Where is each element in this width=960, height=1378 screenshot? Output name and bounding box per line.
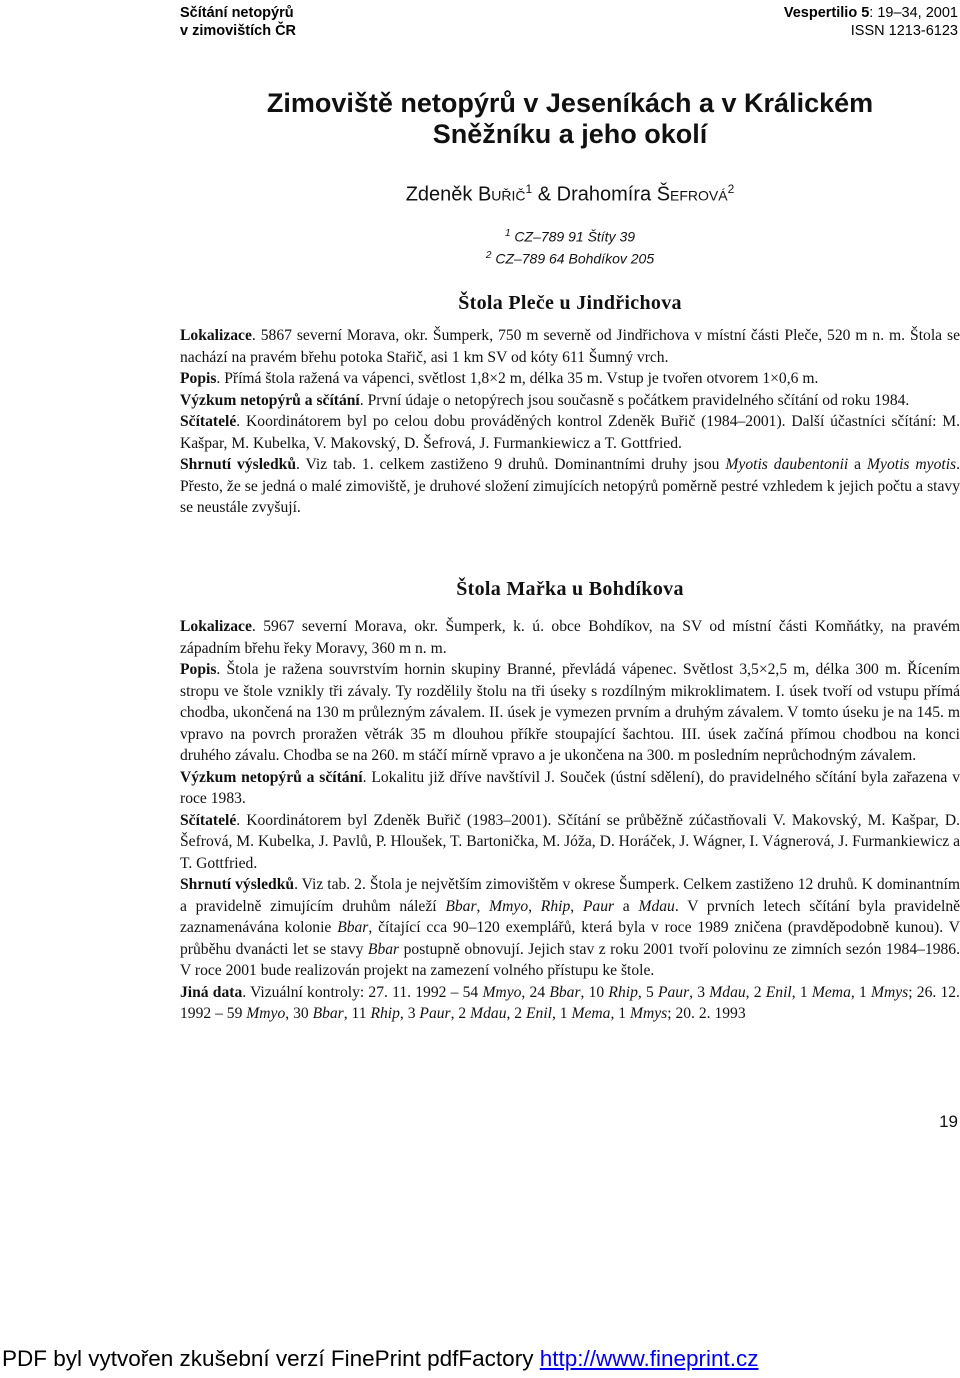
s2-shrnuti-text2: . V prvních letech sčítání byla pravidelně zaznamenávána kolonie [180, 897, 960, 936]
species-name: Myotis daubentonii [725, 456, 849, 473]
species-abbr: Mmyo [489, 897, 529, 915]
journal-name: Vespertilio 5 [783, 5, 870, 21]
count: , 1 [610, 1005, 630, 1022]
section-1-body [180, 325, 960, 519]
address-1-text: CZ–789 91 Štíty 39 [510, 228, 636, 245]
address-2-text: CZ–789 64 Bohdíkov 205 [491, 250, 655, 267]
species-abbr: Bbar [337, 919, 369, 936]
species-abbr: Rhip [540, 897, 571, 915]
section-2-heading: Štola Mařka u Bohdíkova [456, 578, 684, 600]
s1-shrnuti-text1: . Viz tab. 1. celkem zastiženo 9 druhů. Dominantními druhy jsou [296, 456, 726, 473]
s2-vyzkum [180, 767, 960, 810]
journal-pages: : 19–34, 2001 [869, 5, 958, 21]
count: , 5 [637, 983, 658, 1001]
separator: , [528, 897, 541, 915]
section-1-heading: Štola Pleče u Jindřichova [458, 292, 682, 314]
species-abbr: Mdau [638, 897, 675, 915]
count: ; 20. 2. 1993 [667, 1005, 746, 1022]
s1-and: a [848, 456, 868, 473]
s2-shrnuti-text1: . Viz tab. 2. Štola je největším zimovištěm v okrese Šumperk. Celkem zastiženo 12 druhů. K dominantním a pravidelně zimujícím druhům náleží [180, 876, 960, 915]
author2-last: Šefrová [656, 183, 728, 206]
species-abbr: Paur [419, 1005, 451, 1022]
species-abbr: Bbar [367, 940, 400, 958]
s2-lok-label: Lokalizace [180, 618, 252, 635]
title-line-2: Sněžníku a jeho okolí [432, 119, 708, 149]
count: , 1 [552, 1005, 572, 1022]
s1-popis [180, 368, 960, 390]
separator: a [614, 897, 639, 915]
s2-shrnuti [180, 874, 960, 982]
author1-last: Buřič [477, 183, 526, 206]
count: ; 26. 12. 1992 – 59 [180, 983, 960, 1022]
species-abbr: Bbar [549, 983, 581, 1001]
count: , 2 [745, 983, 766, 1001]
s2-shrnuti-label: Shrnutí výsledků [180, 876, 295, 893]
species-abbr: Enil [526, 1005, 552, 1022]
footer-text: PDF byl vytvořen zkušební verzí FinePrint pdfFactory [2, 1346, 540, 1371]
s1-lokalizace [180, 325, 960, 368]
s1-vyzkum-text: . První údaje o netopýrech jsou současně s počátkem pravidelného sčítání od roku 1984. [359, 391, 910, 409]
page-number: 19 [939, 1112, 958, 1131]
count: , 1 [850, 983, 871, 1001]
s1-vyzkum [180, 390, 960, 412]
s1-shrnuti-text2: . Přesto, že se jedná o malé zimoviště, je druhové složení zimujících netopýrů poměrně pestré vzhledem k jejich počtu a stavy se neustále zvyšují. [180, 456, 960, 516]
species-abbr: Rhip [608, 983, 638, 1001]
s1-shrnuti-label: Shrnutí výsledků [180, 456, 296, 473]
s1-scitatele-label: Sčítatelé [180, 413, 237, 430]
s1-popis-text: . Přímá štola ražená va vápenci, světlost 1,8×2 m, délka 35 m. Vstup je tvořen otvorem 1×0,6 m. [216, 370, 819, 387]
species-abbr: Mmyo [482, 983, 522, 1001]
species-abbr: Mema [811, 983, 851, 1001]
separator: , [570, 897, 583, 915]
species-abbr: Rhip [370, 1005, 400, 1022]
count: , 2 [506, 1005, 526, 1022]
count: , 10 [580, 983, 609, 1001]
count: , 11 [343, 1005, 371, 1022]
species-abbr: Bbar [445, 897, 477, 915]
article-title [180, 88, 960, 150]
s2-popis [180, 659, 960, 767]
species-abbr: Paur [657, 983, 690, 1001]
species-name: Myotis myotis [867, 456, 957, 473]
header-left-line1: Sčítání netopýrů [180, 5, 294, 21]
species-abbr: Enil [765, 983, 792, 1001]
pdf-footer [2, 1346, 759, 1372]
running-header-right [784, 4, 958, 40]
header-left-line2: v zimovištích ČR [180, 23, 297, 39]
s2-popis-label: Popis [180, 661, 217, 678]
count: , 2 [450, 1005, 471, 1022]
s1-popis-label: Popis [180, 370, 217, 387]
species-abbr: Mmyo [246, 1005, 286, 1022]
running-header-left [180, 4, 296, 40]
species-abbr: Mmys [629, 1005, 668, 1022]
title-line-1: Zimoviště netopýrů v Jeseníkách a v Králickém [266, 88, 874, 118]
species-abbr: Mema [571, 1005, 611, 1022]
authors [180, 182, 960, 207]
s1-lok-label: Lokalizace [180, 327, 252, 344]
address-2-sup: 2 [485, 250, 492, 261]
species-abbr: Mmys [870, 983, 909, 1001]
s1-vyzkum-label: Výzkum netopýrů a sčítání [180, 391, 360, 409]
s1-lok-text: . 5867 severní Morava, okr. Šumperk, 750 m severně od Jindřichova v místní části Pleče, 520 m n. m. Štola se nachází na pravém břehu potoka Stařič, asi 1 km SV od kóty 611 Šumný vrch. [180, 327, 960, 366]
species-abbr: Bbar [312, 1005, 344, 1022]
author1-sup: 1 [525, 182, 533, 196]
s2-popis-text: . Štola je ražena souvrstvím hornin skupiny Branné, převládá vápenec. Světlost 3,5×2,5 m, délka 300 m. Řícením stropu ve štole vznikly tři závaly. Ty rozdělily štolu na tři úseky s rozdílným mikroklimatem. I. úsek tvoří od vstupu přímá chodba, ukončená na 130 m průlezným závalem. II. úsek je vymezen prvním a druhým závalem. V tomto úseku je na 145. m vpravo na povrch proražen větrák 35 m dlouhou příkře stoupající šachtou. III. úsek začíná přímou chodbou na konci druhého závalu. Chodba se na 260. m stáčí mírně vpravo a je ukončena na 300. m posledním neprůchodným závalem. [180, 661, 960, 764]
s2-shrnuti-text4: postupně obnovují. Jejich stav z roku 2001 tvoří polovinu ze zimních sezón 1984–1986. V roce 2001 bude realizován projekt na zamezení volného přístupu ke štole. [180, 940, 960, 979]
s2-vyzkum-text: . Lokalitu již dříve navštívil J. Souček (ústní sdělení), do pravidelného sčítání byla zařazena v roce 1983. [180, 768, 960, 807]
s2-scitatele [180, 810, 960, 875]
count: , 24 [521, 983, 550, 1001]
separator: , [476, 897, 490, 915]
s2-lokalizace [180, 616, 960, 659]
s2-lok-text: . 5967 severní Morava, okr. Šumperk, k. ú. obce Bohdíkov, na SV od místní části Komňátky, na pravém západním břehu řeky Moravy, 360 m n. m. [180, 618, 960, 657]
s2-shrnuti-text3: , čítající cca 90–120 exemplářů, která byla v roce 1989 zničena (pravděpodobně kunou). V průběhu dvanácti let se stavy [180, 919, 960, 958]
count: , 3 [689, 983, 710, 1001]
s1-scitatele [180, 411, 960, 454]
jina-text: . Vizuální kontroly: 27. 11. 1992 – 54 [242, 983, 483, 1001]
author-separator: & Drahomíra [532, 183, 657, 206]
species-abbr: Mdau [709, 983, 746, 1001]
author1-first: Zdeněk [405, 183, 478, 206]
s2-scitatele-label: Sčítatelé [180, 811, 237, 829]
species-abbr: Paur [582, 897, 615, 915]
address-1 [180, 228, 960, 245]
section-2-body [180, 616, 960, 1025]
address-2 [180, 250, 960, 267]
journal-issn: ISSN 1213-6123 [850, 23, 958, 39]
s2-jina-data [180, 982, 960, 1025]
address-1-sup: 1 [504, 228, 511, 239]
s2-vyzkum-label: Výzkum netopýrů a sčítání [180, 768, 363, 786]
author2-sup: 2 [727, 182, 735, 196]
journal-citation [784, 4, 958, 22]
s2-scitatele-text: . Koordinátorem byl Zdeněk Buřič (1983–2001). Sčítání se průběžně zúčastňovali V. Makovský, M. Kašpar, D. Šefrová, M. Kubelka, J. Pavlů, P. Hloušek, T. Bartonička, M. Jóža, D. Horáček, J. Wágner, I. Vágnerová, J. Furmankiewicz a T. Gottfried. [180, 811, 960, 872]
species-abbr: Mdau [470, 1005, 507, 1022]
count: , 1 [791, 983, 812, 1001]
s2-jina-label: Jiná data [180, 983, 243, 1001]
s1-scitatele-text: . Koordinátorem byl po celou dobu prováděných kontrol Zdeněk Buřič (1984–2001). Další účastníci sčítání: M. Kašpar, M. Kubelka, V. Makovský, D. Šefrová, J. Furmankiewicz a T. Gottfried. [180, 413, 960, 452]
s1-shrnuti [180, 454, 960, 519]
count: , 30 [285, 1005, 313, 1022]
footer-link[interactable]: http://www.fineprint.cz [539, 1346, 759, 1371]
count: , 3 [399, 1005, 420, 1022]
